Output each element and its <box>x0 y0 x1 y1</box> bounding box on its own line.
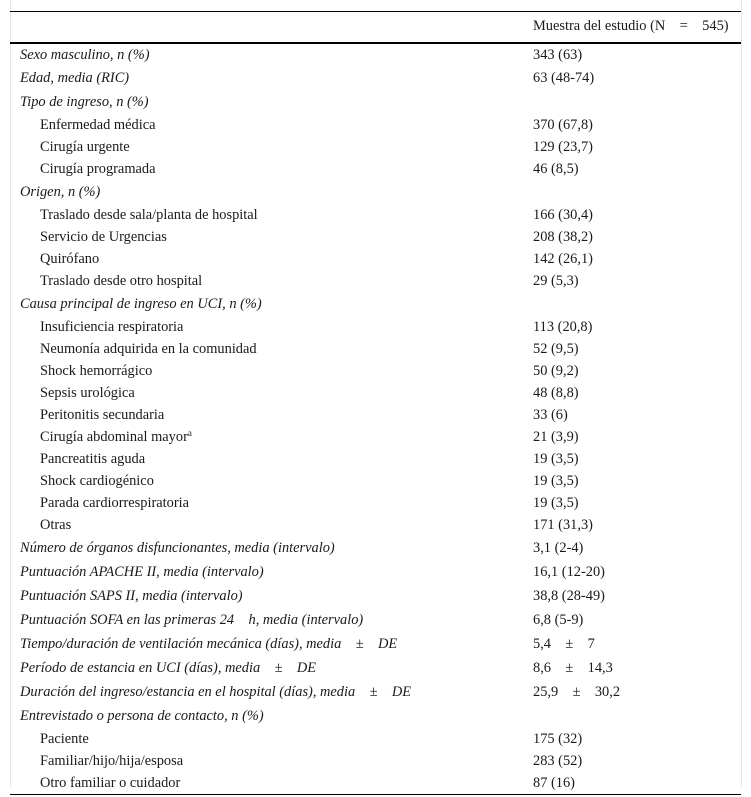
row-label-text: Cirugía programada <box>40 161 156 177</box>
row-label-text: Shock hemorrágico <box>40 363 153 379</box>
row-label <box>10 471 523 493</box>
row-label-text: Cirugía urgente <box>40 139 130 155</box>
row-value: 6,8 (5-9) <box>533 612 584 628</box>
table-row <box>10 773 741 795</box>
table-row <box>10 585 741 609</box>
row-label <box>10 43 523 67</box>
row-value: 21 (3,9) <box>533 429 579 445</box>
table-row <box>10 681 741 705</box>
row-label <box>10 657 523 681</box>
row-label-text: Sepsis urológica <box>40 385 135 401</box>
table-row <box>10 361 741 383</box>
row-value: 8,6 ± 14,3 <box>533 660 613 676</box>
row-label-text: Quirófano <box>40 251 100 267</box>
row-value: 19 (3,5) <box>533 451 579 467</box>
row-value: 46 (8,5) <box>533 161 579 177</box>
row-label <box>10 751 523 773</box>
row-label-text: Sexo masculino, n (%) <box>20 46 150 63</box>
row-label <box>10 115 523 137</box>
table-row <box>10 427 741 449</box>
row-label-text: Origen, n (%) <box>20 184 101 200</box>
row-value: 5,4 ± 7 <box>533 636 595 652</box>
row-value: 129 (23,7) <box>533 139 593 155</box>
row-label <box>10 317 523 339</box>
row-label-text: Neumonía adquirida en la comunidad <box>40 341 257 357</box>
row-label <box>10 293 523 317</box>
row-value <box>523 705 741 729</box>
table-row <box>10 181 741 205</box>
row-label <box>10 91 523 115</box>
row-label <box>10 405 523 427</box>
table-row <box>10 317 741 339</box>
header-study-sample: Muestra del estudio (N = 545) <box>523 12 741 43</box>
row-label-text: Traslado desde sala/planta de hospital <box>40 207 258 223</box>
table-row <box>10 159 741 181</box>
row-label-text: Tiempo/duración de ventilación mecánica (días), media ± DE <box>20 636 398 652</box>
table-row <box>10 339 741 361</box>
table-row <box>10 705 741 729</box>
row-label <box>10 361 523 383</box>
row-label-text: Puntuación SOFA en las primeras 24 h, media (intervalo) <box>20 612 364 628</box>
table-row <box>10 115 741 137</box>
row-label <box>10 585 523 609</box>
row-label <box>10 609 523 633</box>
row-value: 142 (26,1) <box>533 251 593 267</box>
table-row <box>10 657 741 681</box>
row-value: 63 (48-74) <box>533 70 595 86</box>
row-label <box>10 729 523 751</box>
row-value: 19 (3,5) <box>533 495 579 511</box>
row-value: 19 (3,5) <box>533 473 579 489</box>
row-value: 171 (31,3) <box>533 517 593 533</box>
row-label <box>10 383 523 405</box>
row-value <box>523 91 741 115</box>
row-label-text: Período de estancia en UCI (días), media ± DE <box>20 660 317 676</box>
table-row <box>10 729 741 751</box>
row-label <box>10 449 523 471</box>
row-label-text: Puntuación APACHE II, media (intervalo) <box>20 564 264 580</box>
row-label-text: Pancreatitis aguda <box>40 451 146 467</box>
table-row <box>10 515 741 537</box>
row-label-text: Cirugía abdominal mayor <box>40 429 188 445</box>
table-row <box>10 91 741 115</box>
row-label <box>10 249 523 271</box>
row-label-text: Otro familiar o cuidador <box>40 774 181 791</box>
row-label <box>10 427 523 449</box>
row-value: 166 (30,4) <box>533 207 593 223</box>
row-label <box>10 271 523 293</box>
table-row <box>10 405 741 427</box>
row-label <box>10 493 523 515</box>
row-label <box>10 515 523 537</box>
row-value: 38,8 (28-49) <box>533 588 605 604</box>
table-row <box>10 609 741 633</box>
row-value: 283 (52) <box>533 753 583 769</box>
row-label-text: Duración del ingreso/estancia en el hospital (días), media ± DE <box>20 684 412 700</box>
study-characteristics-table <box>10 11 741 795</box>
row-value: 52 (9,5) <box>533 341 579 357</box>
row-label <box>10 681 523 705</box>
row-value <box>523 181 741 205</box>
table-row <box>10 293 741 317</box>
row-label <box>10 227 523 249</box>
row-label-text: Tipo de ingreso, n (%) <box>20 94 149 110</box>
row-label <box>10 67 523 91</box>
row-value: 50 (9,2) <box>533 363 579 379</box>
table-row <box>10 137 741 159</box>
row-label-text: Insuficiencia respiratoria <box>40 319 184 335</box>
table-header <box>10 12 741 43</box>
row-value: 29 (5,3) <box>533 273 579 289</box>
row-value <box>523 293 741 317</box>
table-row <box>10 751 741 773</box>
row-label <box>10 705 523 729</box>
row-label-text: Peritonitis secundaria <box>40 407 165 423</box>
footnote-marker: a <box>187 428 192 438</box>
row-value: 343 (63) <box>533 46 583 63</box>
table-row <box>10 537 741 561</box>
row-value: 208 (38,2) <box>533 229 593 245</box>
row-label-text: Edad, media (RIC) <box>20 70 130 86</box>
row-value: 370 (67,8) <box>533 117 593 133</box>
table-row <box>10 493 741 515</box>
row-label <box>10 339 523 361</box>
row-value: 48 (8,8) <box>533 385 579 401</box>
table-row <box>10 561 741 585</box>
row-label-text: Familiar/hijo/hija/esposa <box>40 753 184 769</box>
row-label <box>10 537 523 561</box>
row-label-text: Causa principal de ingreso en UCI, n (%) <box>20 296 262 312</box>
row-label-text: Número de órganos disfuncionantes, media (intervalo) <box>20 540 335 556</box>
table-row <box>10 383 741 405</box>
row-label <box>10 181 523 205</box>
row-value: 16,1 (12-20) <box>533 564 605 580</box>
row-value: 3,1 (2-4) <box>533 540 584 556</box>
row-label-text: Entrevistado o persona de contacto, n (%) <box>20 708 264 724</box>
table-row <box>10 633 741 657</box>
row-value: 33 (6) <box>533 407 568 423</box>
table-row <box>10 67 741 91</box>
table-row <box>10 449 741 471</box>
row-label <box>10 561 523 585</box>
row-label <box>10 633 523 657</box>
row-value: 25,9 ± 30,2 <box>533 684 621 700</box>
table-row <box>10 205 741 227</box>
row-label <box>10 205 523 227</box>
table-row <box>10 271 741 293</box>
header-row <box>10 12 741 43</box>
header-label-cell <box>10 12 523 43</box>
table-row <box>10 249 741 271</box>
row-label-text: Servicio de Urgencias <box>40 229 167 245</box>
row-label <box>10 159 523 181</box>
table-row <box>10 227 741 249</box>
row-label <box>10 137 523 159</box>
row-label-text: Puntuación SAPS II, media (intervalo) <box>20 588 243 604</box>
row-value: 175 (32) <box>533 731 583 747</box>
row-label <box>10 773 523 795</box>
row-label-text: Shock cardiogénico <box>40 473 154 489</box>
row-label-text: Parada cardiorrespiratoria <box>40 495 190 511</box>
row-label-text: Otras <box>40 517 72 533</box>
row-label-text: Paciente <box>40 731 89 747</box>
row-label-text: Traslado desde otro hospital <box>40 273 203 289</box>
table-row <box>10 471 741 493</box>
table-body <box>10 43 741 795</box>
row-label-text: Enfermedad médica <box>40 117 156 133</box>
row-value: 87 (16) <box>523 773 741 795</box>
table-row <box>10 43 741 67</box>
row-value: 113 (20,8) <box>533 319 593 335</box>
